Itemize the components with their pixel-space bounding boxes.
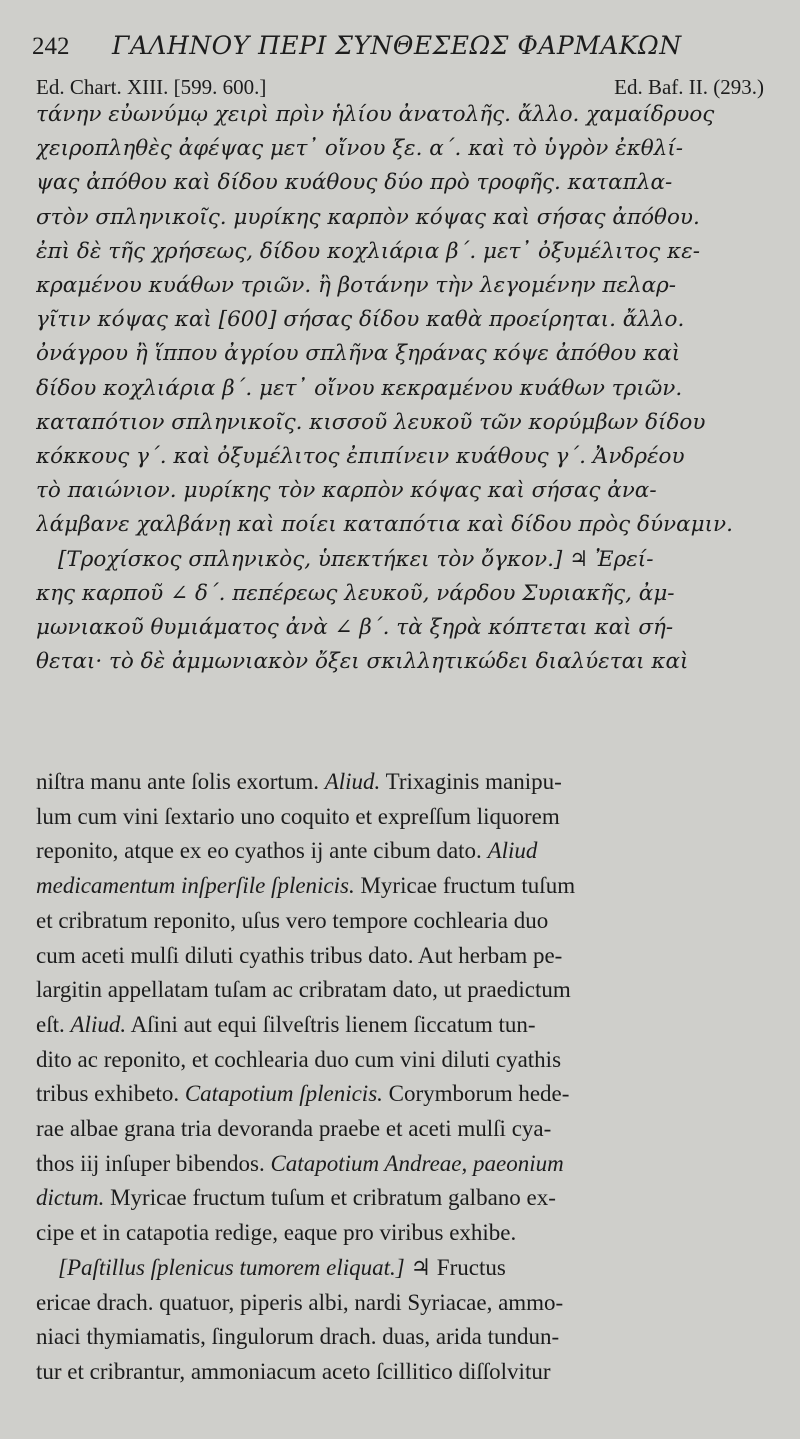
greek-line: καταπότιον σπληνικοῖς. κισσοῦ λευκοῦ τῶν κορύμβων δίδου (36, 409, 706, 435)
latin-line: dito ac reponito, et cochlearia duo cum vini diluti cyathis (36, 1046, 562, 1072)
heading-dictum: dictum. (36, 1185, 105, 1211)
latin-line: tribus exhibeto. Catapotium ſplenicis. Corymborum hede- (36, 1081, 570, 1107)
greek-line: στὸν σπληνικοῖς. μυρίκης καρπὸν κόψας καὶ σήσας ἀπόθου. (36, 204, 700, 230)
greek-line: τάνην εὐωνύμῳ χειρὶ πρὶν ἡλίου ἀνατολῆς. ἄλλο. χαμαίδρυος (36, 102, 715, 127)
heading-aliud: Aliud. (70, 1011, 127, 1037)
latin-line: cipe et in catapotia redige, eaque pro viribus exhibe. (36, 1220, 517, 1246)
greek-line: χειροπληθὲς ἀφέψας μετ᾽ οἴνου ξε. α΄. καὶ τὸ ὑγρὸν ἐκθλί- (36, 136, 684, 162)
greek-line: ἐπὶ δὲ τῆς χρήσεως, δίδου κοχλιάρια β΄. μετ᾽ ὀξυμέλιτος κε- (36, 238, 701, 264)
page-header (32, 30, 772, 63)
heading-medicamentum: medicamentum inſperſile ſplenicis. (36, 873, 355, 899)
latin-line: reponito, atque ex eo cyathos ij ante cibum dato. Aliud (36, 838, 538, 864)
latin-line: cum aceti mulſi diluti cyathis tribus dato. Aut herbam pe- (36, 942, 563, 968)
greek-line: κόκκους γ΄. καὶ ὀξυμέλιτος ἐπιπίνειν κυάθους γ΄. Ἀνδρέου (36, 444, 685, 470)
latin-line: largitin appellatam tuſam ac cribratam dato, ut praedictum (36, 977, 571, 1003)
greek-text-block (36, 98, 764, 679)
latin-line: thos iij inſuper bibendos. Catapotium Andreae, paeonium (36, 1150, 564, 1176)
heading-aliud: Aliud (487, 838, 538, 864)
greek-line: δίδου κοχλιάρια β΄. μετ᾽ οἴνου κεκραμένου κυάθων τριῶν. (36, 375, 683, 401)
latin-line: et cribratum reponito, uſus vero tempore cochlearia duo (36, 907, 549, 933)
latin-line: niaci thymiamatis, ſingulorum drach. duas, arida tundun- (36, 1324, 560, 1350)
page-number: 242 (32, 33, 70, 60)
greek-line: γῖτιν κόψας καὶ [600] σήσας δίδου καθὰ προείρηται. ἄλλο. (36, 307, 685, 333)
greek-line: ὀνάγρου ἢ ἵππου ἀγρίου σπλῆνα ξηράνας κόψε ἀπόθου καὶ (36, 341, 681, 367)
greek-line: λάμβανε χαλβάνῃ καὶ ποίει καταπότια καὶ δίδου πρὸς δύναμιν. (36, 512, 733, 538)
latin-line: medicamentum inſperſile ſplenicis. Myricae fructum tuſum (36, 873, 576, 899)
greek-line: [Τροχίσκος σπληνικὸς, ὑπεκτήκει τὸν ὄγκον.] ♃ Ἐρεί- (58, 546, 654, 572)
latin-line: rae albae grana tria devoranda praebe et aceti mulſi cya- (36, 1116, 552, 1142)
latin-line: ericae drach. quatuor, piperis albi, nardi Syriacae, ammo- (36, 1289, 564, 1315)
greek-line: κραμένου κυάθων τριῶν. ἢ βοτάνην τὴν λεγομένην πελαρ- (36, 273, 677, 299)
latin-line: dictum. Myricae fructum tuſum et cribratum galbano ex- (36, 1185, 556, 1211)
latin-line: [Paſtillus ſplenicus tumorem eliquat.] ♃ Fructus (58, 1254, 506, 1280)
greek-line: τὸ παιώνιον. μυρίκης τὸν καρπὸν κόψας καὶ σήσας ἀνα- (36, 478, 657, 504)
latin-text-block (36, 765, 764, 1390)
heading-pastillus: [Paſtillus ſplenicus tumorem eliquat.] (58, 1254, 405, 1280)
heading-catapotium: Catapotium ſplenicis. (184, 1081, 383, 1107)
edition-ref-chartier: Ed. Chart. XIII. [599. 600.] (36, 75, 267, 99)
greek-line: μωνιακοῦ θυμιάματος ἀνὰ ∠ β΄. τὰ ξηρὰ κόπτεται καὶ σή- (36, 615, 674, 641)
greek-line: ψας ἀπόθου καὶ δίδου κυάθους δύο πρὸ τροφῆς. καταπλα- (36, 170, 673, 196)
latin-line: niſtra manu ante ſolis exortum. Aliud. Trixaginis manipu- (36, 769, 562, 794)
running-title: ΓΑΛΗΝΟΥ ΠΕΡΙ ΣΥΝΘΕΣΕΩΣ ΦΑΡΜΑΚΩΝ (112, 31, 682, 60)
greek-line: θεται· τὸ δὲ ἀμμωνιακὸν ὄξει σκιλλητικώδει διαλύεται καὶ (36, 649, 689, 675)
latin-line: eſt. Aliud. Aſini aut equi ſilveſtris lienem ſiccatum tun- (36, 1011, 536, 1037)
latin-line: lum cum vini ſextario uno coquito et expreſſum liquorem (36, 803, 560, 829)
latin-line: tur et cribrantur, ammoniacum aceto ſcillitico diſſolvitur (36, 1358, 551, 1384)
heading-catapotium-andreae: Catapotium Andreae, paeonium (270, 1150, 564, 1176)
greek-line: κης καρποῦ ∠ δ΄. πεπέρεως λευκοῦ, νάρδου Συριακῆς, ἀμ- (36, 580, 675, 606)
edition-ref-basel: Ed. Baf. II. (293.) (614, 75, 764, 99)
heading-aliud: Aliud. (324, 769, 381, 794)
